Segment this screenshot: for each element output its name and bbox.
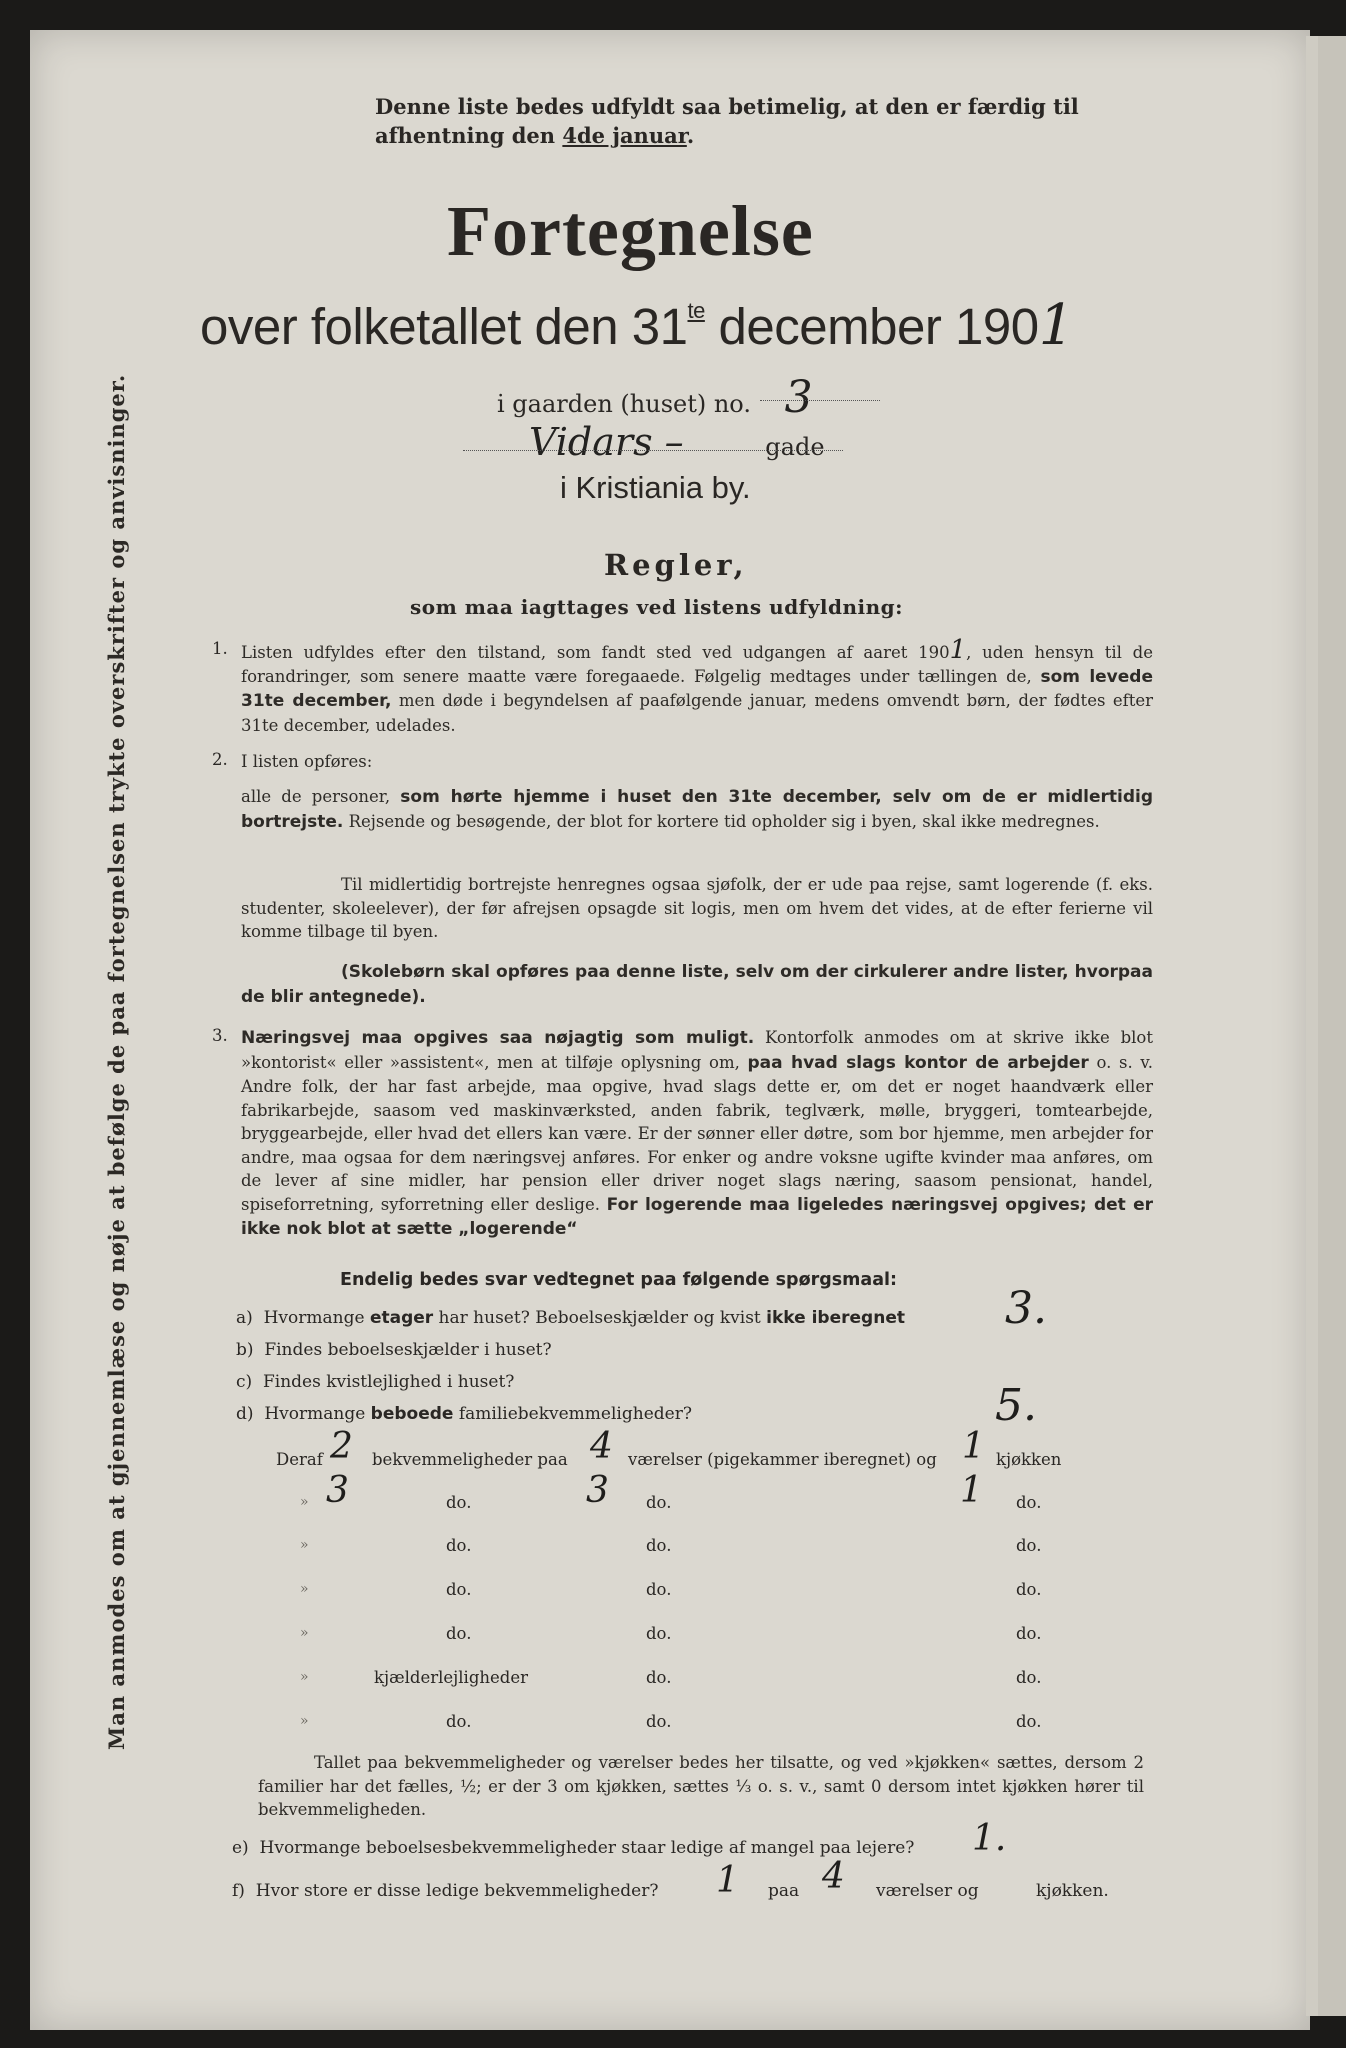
questions-heading: Endelig bedes svar vedtegnet paa følgende spørgsmaal: xyxy=(340,1270,898,1290)
document-title: Fortegnelse xyxy=(447,191,814,271)
rule-number: 1. xyxy=(212,639,228,658)
ditto-cell: do. xyxy=(1016,1668,1042,1687)
street-line: Vidars – gade xyxy=(529,420,825,464)
ditto-cell: do. xyxy=(646,1624,672,1643)
side-instruction-note: Man anmodes om at gjennemlæse og nøje at befølge de paa fortegnelsen trykte overskrifter og anvisninger. xyxy=(104,373,129,1750)
kitchen-sharing-note: Tallet paa bekvemmeligheder og værelser bedes her tilsatte, og ved »kjøkken« sættes, dersom 2 familier har det fælles, ½; er der 3 om kjøkken, sættes ⅓ o. s. v., samt 0 dersom intet kjøkken hører til bekvemmeligheden. xyxy=(258,1753,1144,1819)
ditto-mark: » xyxy=(300,1494,309,1510)
handwritten-count: 2 xyxy=(330,1426,353,1467)
handwritten-count: 3 xyxy=(326,1470,349,1511)
answer-a: 3. xyxy=(1005,1283,1047,1334)
ditto-cell: do. xyxy=(446,1580,472,1599)
rule-2-text: alle de personer, som hørte hjemme i huset den 31te december, selv om de er midlertidig bortrejste. Rejsende og besøgende, der blot for kortere tid opholder sig i byen, skal ikke medregnes. xyxy=(241,787,1154,832)
rule-number: 2. xyxy=(212,750,228,769)
ditto-cell: do. xyxy=(446,1712,472,1731)
ditto-mark: » xyxy=(300,1625,309,1641)
deraf-col-label: kjøkken xyxy=(996,1450,1062,1469)
question-f-paa: paa xyxy=(768,1881,800,1901)
dotted-rule xyxy=(463,450,843,451)
rule-3-text: Næringsvej maa opgives saa nøjagtig som muligt. Kontorfolk anmodes om at skrive ikke blot »kontorist« eller »assistent«, men at tilføje oplysning om, paa hvad slags kontor de arbejder o. s. v. Andre folk, der har fast arbejde, maa opgive, hvad slags dette er, om det er noget haandværk eller fabrikarbejde, saasom ved maskinværksted, anden fabrik, teglværk, mølle, bryggeri, tomtearbejde, bryggearbejde, eller hvad det ellers kan være. Er der sønner eller døtre, som bor hjemme, men arbejder for andre, maa ogsaa for dem næringsvej anføres. For enker og andre voksne ugifte kvinder maa anføres, om de lever af sine midler, har pension eller driver noget slags næring, saasom pensionat, handel, spiseforretning, syforretning eller deslige. For logerende maa ligeledes næringsvej opgives; det er ikke nok blot at sætte „logerende“ xyxy=(241,1028,1153,1239)
question-d: d) Hvormange beboede familiebekvemmeligheder? xyxy=(236,1404,692,1424)
handwritten-house-number: 3 xyxy=(784,372,813,423)
question-f: f) Hvor store er disse ledige bekvemmeligheder? xyxy=(232,1881,659,1901)
ditto-cell: do. xyxy=(446,1493,472,1512)
rule-1-text: Listen udfyldes efter den tilstand, som fandt sted ved udgangen af aaret 1901, uden hensyn til de forandringer, som senere maatte være foregaaede. Følgelig medtages under tællingen de, som levede 31te december, men døde i begyndelsen af paafølgende januar, medens omvendt børn, der fødtes efter 31te december, udelades. xyxy=(241,635,1154,735)
basement-apartments-label: kjælderlejligheder xyxy=(374,1668,528,1687)
rule-2-intro: I listen opføres: xyxy=(241,752,373,771)
pickup-notice: Denne liste bedes udfyldt saa betimelig, at den er færdig til afhentning den 4de januar. xyxy=(375,94,1079,148)
ditto-cell: do. xyxy=(646,1712,672,1731)
house-number-line: i gaarden (huset) no. 3 xyxy=(497,372,813,423)
rule-2-lodgers: Til midlertidig bortrejste henregnes ogsaa sjøfolk, der er ude paa rejse, samt logerende (f. eks. studenter, skoleelever), der før afrejsen opsagde sit logis, men om hvem det vides, at de efter ferierne vil komme tilbage til byen. xyxy=(241,875,1153,941)
ditto-cell: do. xyxy=(446,1624,472,1643)
answer-f-count: 1 xyxy=(716,1860,739,1901)
answer-f-rooms: 4 xyxy=(822,1856,845,1897)
answer-e: 1. xyxy=(972,1818,1007,1859)
ditto-cell: do. xyxy=(1016,1712,1042,1731)
ditto-cell: do. xyxy=(646,1493,672,1512)
handwritten-count: 1 xyxy=(960,1470,983,1511)
handwritten-count: 4 xyxy=(590,1426,613,1467)
ditto-cell: do. xyxy=(1016,1580,1042,1599)
ditto-cell: do. xyxy=(446,1536,472,1555)
city-line: i Kristiania by. xyxy=(560,470,751,505)
rules-subheading: som maa iagttages ved listens udfyldning: xyxy=(410,595,904,619)
deraf-col-label: værelser (pigekammer iberegnet) og xyxy=(628,1450,937,1469)
handwritten-count: 3 xyxy=(586,1470,609,1511)
deraf-col-label: bekvemmeligheder paa xyxy=(372,1450,568,1469)
question-c: c) Findes kvistlejlighed i huset? xyxy=(236,1372,515,1392)
ditto-cell: do. xyxy=(646,1668,672,1687)
question-a: a) Hvormange etager har huset? Beboelseskjælder og kvist ikke iberegnet xyxy=(236,1308,905,1328)
question-f-rooms-label: værelser og xyxy=(876,1881,979,1901)
ditto-cell: do. xyxy=(646,1536,672,1555)
ditto-cell: do. xyxy=(1016,1536,1042,1555)
page-edge xyxy=(1318,36,1346,2016)
document-subtitle: over folketallet den $31^{te}$ december 1901 xyxy=(200,293,1074,358)
question-f-kitchen-label: kjøkken. xyxy=(1036,1881,1109,1901)
ditto-mark: » xyxy=(300,1713,309,1729)
ditto-cell: do. xyxy=(1016,1624,1042,1643)
handwritten-year: 1 xyxy=(949,635,967,665)
rules-heading: Regler, xyxy=(604,548,748,582)
handwritten-year: 1 xyxy=(1038,293,1074,358)
answer-d: 5. xyxy=(995,1380,1037,1431)
ditto-mark: » xyxy=(300,1537,309,1553)
ditto-mark: » xyxy=(300,1669,309,1685)
ditto-cell: do. xyxy=(646,1580,672,1599)
ditto-cell: do. xyxy=(1016,1493,1042,1512)
dotted-rule xyxy=(760,400,880,401)
question-b: b) Findes beboelseskjælder i huset? xyxy=(236,1340,552,1360)
deraf-label: Deraf xyxy=(276,1450,323,1469)
handwritten-street: Vidars – xyxy=(529,420,684,464)
ditto-mark: » xyxy=(300,1581,309,1597)
rule-number: 3. xyxy=(212,1026,228,1045)
question-e: e) Hvormange beboelsesbekvemmeligheder staar ledige af mangel paa lejere? xyxy=(232,1838,915,1858)
rule-2-school-note: (Skolebørn skal opføres paa denne liste, selv om der cirkulerer andre lister, hvorpaa de blir antegnede). xyxy=(241,962,1153,1007)
handwritten-count: 1 xyxy=(962,1426,985,1467)
